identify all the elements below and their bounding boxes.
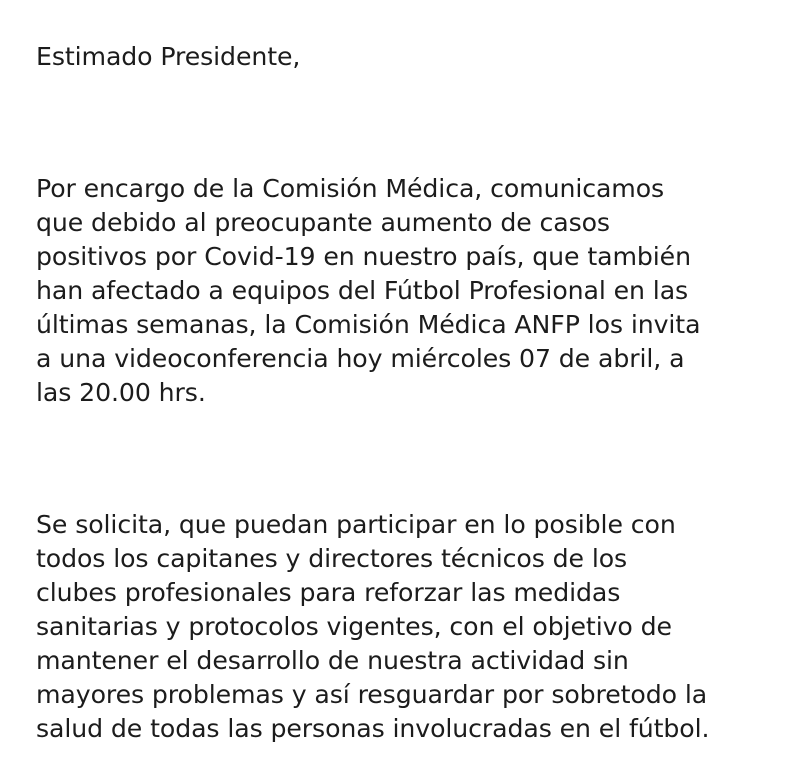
paragraph-line: clubes profesionales para reforzar las medidas — [36, 578, 621, 607]
paragraph-line: positivos por Covid-19 en nuestro país, que también — [36, 242, 691, 271]
paragraph-line: mayores problemas y así resguardar por sobretodo la — [36, 680, 708, 709]
paragraph-line: han afectado a equipos del Fútbol Profesional en las — [36, 276, 689, 305]
greeting — [36, 40, 776, 74]
paragraph-line: Por encargo de la Comisión Médica, comunicamos — [36, 174, 665, 203]
paragraph-line: todos los capitanes y directores técnicos de los — [36, 544, 628, 573]
letter-body — [36, 40, 776, 746]
paragraph-line: las 20.00 hrs. — [36, 378, 206, 407]
greeting-line: Estimado Presidente, — [36, 42, 301, 71]
paragraph-line: que debido al preocupante aumento de casos — [36, 208, 610, 237]
paragraph-invitation — [36, 172, 776, 410]
paragraph-line: sanitarias y protocolos vigentes, con el objetivo de — [36, 612, 672, 641]
paragraph-line: mantener el desarrollo de nuestra actividad sin — [36, 646, 629, 675]
paragraph-request — [36, 508, 776, 746]
paragraph-line: últimas semanas, la Comisión Médica ANFP los invita — [36, 310, 701, 339]
paragraph-line: a una videoconferencia hoy miércoles 07 de abril, a — [36, 344, 685, 373]
paragraph-line: Se solicita, que puedan participar en lo posible con — [36, 510, 676, 539]
paragraph-line: salud de todas las personas involucradas en el fútbol. — [36, 714, 710, 743]
